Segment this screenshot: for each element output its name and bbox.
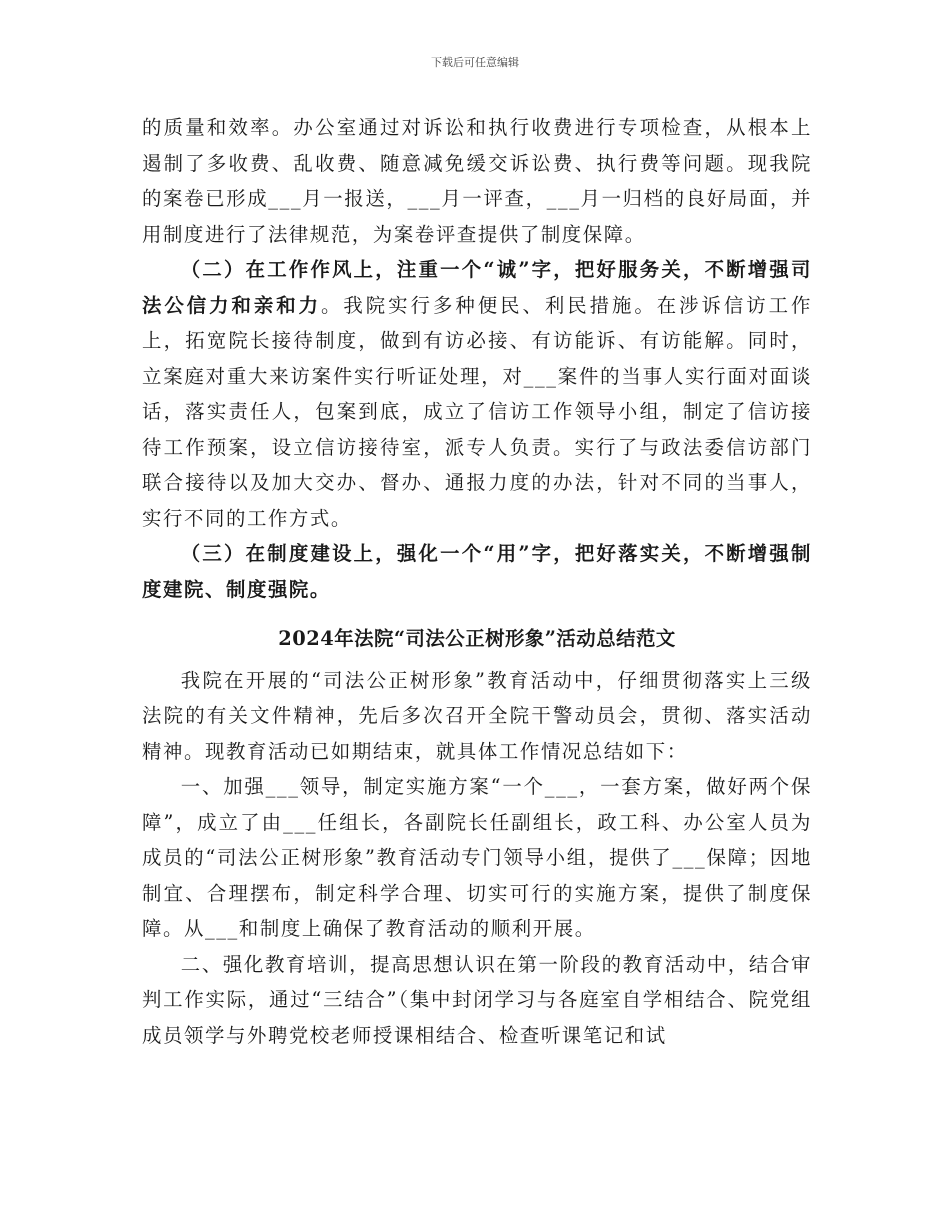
paragraph-point-1: 一、加强___领导，制定实施方案“一个___，一套方案，做好两个保障”，成立了由___任组长，各副院长任副组长，政工科、办公室人员为成员的“司法公正树形象”教育活动专门领导小组，提供了___保障；因地制宜、合理摆布，制定科学合理、切实可行的实施方案，提供了制度保障。从___和制度上确保了教育活动的顺利开展。 [142,775,812,940]
section-2-body: 。我院实行多种便民、利民措施。在涉诉信访工作上，拓宽院长接待制度，做到有访必接、有访能诉、有访能解。同时，立案庭对重大来访案件实行听证处理，对___案件的当事人实行面对面谈话，落实责任人，包案到底，成立了信访工作领导小组，制定了信访接待工作预案，设立信访接待室，派专人负责。实行了与政法委信访部门联合接待以及加大交办、督办、通报力度的办法，针对不同的当事人，实行不同的工作方式。 [142,293,812,530]
paragraph-section-2 [142,252,812,536]
paragraph-continuation: 的质量和效率。办公室通过对诉讼和执行收费进行专项检查，从根本上遏制了多收费、乱收费、随意减免缓交诉讼费、执行费等问题。现我院的案卷已形成___月一报送，___月一评查，___月一归档的良好局面，并用制度进行了法律规范，为案卷评查提供了制度保障。 [142,116,812,246]
paragraph-point-2: 二、强化教育培训，提高思想认识在第一阶段的教育活动中，结合审判工作实际，通过“三结合”（集中封闭学习与各庭室自学相结合、院党组成员领学与外聘党校老师授课相结合、检查听课笔记和试 [142,952,812,1047]
article-title: 2024年法院“司法公正树形象”活动总结范文 [278,627,676,650]
paragraph-intro: 我院在开展的“司法公正树形象”教育活动中，仔细贯彻落实上三级法院的有关文件精神，先后多次召开全院干警动员会，贯彻、落实活动精神。现教育活动已如期结束，就具体工作情况总结如下： [142,668,812,763]
paragraph-section-3: （三）在制度建设上，强化一个“用”字，把好落实关，不断增强制度建院、制度强院。 [142,542,812,601]
page-header: 下载后可任意编辑 [431,56,519,69]
document-body [142,110,812,1053]
section-2-heading: （二）在工作作风上，注重一个“诚”字，把好服务关，不断增强司法公信力和亲和力 [142,258,812,317]
